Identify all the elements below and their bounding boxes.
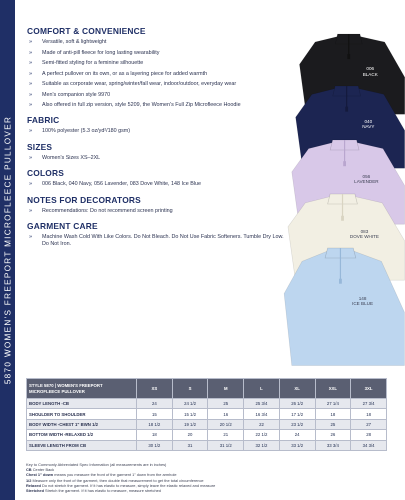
note-key: Relaxed xyxy=(26,482,41,488)
spec-header-style: STYLE 5870 | WOMEN'S FREEPORT MICROFLEECE PULLOVER xyxy=(27,379,137,399)
garment-color-code: 148 xyxy=(358,296,367,302)
list-item: » Suitable as corporate wear, spring/winter/fall wear, indoor/outdoor, everyday wear xyxy=(27,81,289,88)
garment-color-name: ICE BLUE xyxy=(352,301,374,307)
spec-cell: 30 1/2 xyxy=(137,440,173,450)
spec-cell: 33 1/2 xyxy=(279,440,315,450)
list-item: » Semi-fitted styling for a feminine silhouette xyxy=(27,60,289,67)
spec-header-size: S xyxy=(172,379,208,399)
table-row xyxy=(27,399,387,409)
list-item: » Men's companion style 9970 xyxy=(27,92,289,99)
section-care xyxy=(27,221,289,249)
note-text: Center Back xyxy=(32,467,55,473)
section-title-fabric: FABRIC xyxy=(27,115,60,126)
spec-cell: 23 1/2 xyxy=(279,419,315,429)
garment-color-name: DOVE WHITE xyxy=(349,234,380,240)
garment-color-name: BLACK xyxy=(362,71,378,77)
spec-cell: 15 xyxy=(137,409,173,419)
spec-header-size: L xyxy=(244,379,280,399)
spec-table xyxy=(26,378,387,451)
spec-header-size: XS xyxy=(137,379,173,399)
spec-cell: 20 1/2 xyxy=(208,419,244,429)
fabric-list xyxy=(27,128,289,135)
list-item: » Also offered in full zip version, style 5209, the Women's Full Zip Microfleece Hoodie xyxy=(27,102,289,109)
garment-photo xyxy=(279,244,405,368)
spec-cell: 33 3/4 xyxy=(315,440,351,450)
garment-photos xyxy=(275,30,405,366)
spec-cell: 17 1/2 xyxy=(279,409,315,419)
note-text: Stretch the garment. If it has elastic to measure, measure stretched xyxy=(45,488,161,494)
list-item: » A perfect pullover on its own, or as a layering piece for added warmth xyxy=(27,71,289,78)
note-key: Stretched xyxy=(26,488,44,494)
spec-cell: 27 1/4 xyxy=(315,399,351,409)
colors-list xyxy=(27,181,289,188)
notes-intro: Key to Commonly Abbreviated Spec Information (all measurements are in inches) xyxy=(26,462,167,467)
spec-cell: 26 xyxy=(315,430,351,440)
spec-row-label: BODY WIDTH -CHEST 1" BWN 1/2 xyxy=(27,419,137,429)
spec-cell: 22 1/2 xyxy=(244,430,280,440)
garment-color-label xyxy=(349,174,383,185)
spec-header-size: XL xyxy=(279,379,315,399)
spec-cell: 15 1/2 xyxy=(172,409,208,419)
spec-cell: 28 xyxy=(351,430,387,440)
section-title-comfort: COMFORT & CONVENIENCE xyxy=(27,26,146,36)
feature-content xyxy=(27,26,289,255)
side-title xyxy=(0,0,15,500)
garment-color-name: NAVY xyxy=(362,124,375,130)
table-row xyxy=(27,409,387,419)
spec-cell: 21 xyxy=(208,430,244,440)
note-key: CB xyxy=(26,467,32,473)
spec-cell: 19 1/2 xyxy=(172,419,208,429)
garment-color-label xyxy=(353,66,387,77)
spec-row-label: SHOULDER TO SHOULDER xyxy=(27,409,137,419)
list-item: » 100% polyester (5.3 oz/yd²/180 gsm) xyxy=(27,128,289,135)
comfort-list xyxy=(27,39,289,109)
spec-cell: 18 xyxy=(351,409,387,419)
garment-color-code: 083 xyxy=(360,228,369,234)
sizes-list xyxy=(27,155,289,162)
spec-cell: 24 xyxy=(279,430,315,440)
garment-color-code: 056 xyxy=(362,173,371,179)
list-item: » 006 Black, 040 Navy, 056 Lavender, 083 Dove White, 148 Ice Blue xyxy=(27,181,289,188)
spec-notes xyxy=(26,462,387,493)
section-title-care: GARMENT CARE xyxy=(27,221,98,232)
spec-cell: 25 3/4 xyxy=(244,399,280,409)
spec-header-size: XXL xyxy=(315,379,351,399)
spec-cell: 18 xyxy=(315,409,351,419)
table-row xyxy=(27,430,387,440)
decorators-list xyxy=(27,208,289,215)
spec-header-row xyxy=(27,379,387,399)
section-fabric xyxy=(27,115,289,135)
garment-color-label xyxy=(347,229,381,240)
note-key: 1/2 xyxy=(26,477,32,483)
spec-cell: 20 xyxy=(172,430,208,440)
spec-cell: 18 1/2 xyxy=(137,419,173,429)
section-title-colors: COLORS xyxy=(27,168,65,179)
garment-color-label xyxy=(351,119,385,130)
spec-row-label: SLEEVE LENGTH FROM CB xyxy=(27,440,137,450)
list-item: » Machine Wash Cold With Like Colors. Do Not Bleach. Do Not Use Fabric Softeners. Tumble Dry Low. Do Not Iron. xyxy=(27,234,289,249)
list-item: » Made of anti-pill fleece for long lasting wearability xyxy=(27,50,289,57)
spec-cell: 27 xyxy=(351,419,387,429)
spec-cell: 32 1/2 xyxy=(244,440,280,450)
note-text: Do not stretch the garment. If it has elastic to measure, simply leave the elastic relaxed and measure xyxy=(42,482,216,488)
spec-cell: 22 xyxy=(244,419,280,429)
table-row xyxy=(27,440,387,450)
list-item: » Recommendations: Do not recommend screen printing xyxy=(27,208,289,215)
note-key: Chest 1" down xyxy=(26,472,54,478)
spec-cell: 16 3/4 xyxy=(244,409,280,419)
spec-cell: 34 3/4 xyxy=(351,440,387,450)
spec-cell: 25 xyxy=(315,419,351,429)
spec-cell: 26 1/2 xyxy=(279,399,315,409)
garment-color-code: 006 xyxy=(366,66,375,72)
spec-cell: 16 xyxy=(208,409,244,419)
table-row xyxy=(27,419,387,429)
spec-cell: 24 1/2 xyxy=(172,399,208,409)
garment-color-code: 040 xyxy=(364,118,373,124)
spec-cell: 24 xyxy=(137,399,173,409)
list-item: » Women's Sizes XS–2XL xyxy=(27,155,289,162)
pullover-shape xyxy=(279,244,405,368)
note-text: Measure only the front of the garment, then double that measurement to get the total circumference xyxy=(32,477,204,483)
spec-header-size: M xyxy=(208,379,244,399)
section-title-decorators: NOTES FOR DECORATORS xyxy=(27,194,141,205)
garment-color-label xyxy=(346,296,380,307)
spec-cell: 31 xyxy=(172,440,208,450)
section-title-sizes: SIZES xyxy=(27,141,53,152)
section-sizes xyxy=(27,142,289,162)
section-comfort xyxy=(27,26,289,109)
section-colors xyxy=(27,168,289,188)
spec-row-label: BODY LENGTH -CB xyxy=(27,399,137,409)
care-list xyxy=(27,234,289,249)
spec-row-label: BOTTOM WIDTH -RELAXED 1/2 xyxy=(27,430,137,440)
list-item: » Versatile, soft & lightweight xyxy=(27,39,289,46)
spec-cell: 27 3/4 xyxy=(351,399,387,409)
garment-color-name: LAVENDER xyxy=(354,179,379,185)
note-line xyxy=(26,488,387,493)
spec-cell: 31 1/2 xyxy=(208,440,244,450)
note-text: means you measure the front of the garment 1" down from the armhole xyxy=(54,472,177,478)
spec-cell: 25 xyxy=(208,399,244,409)
section-decorators xyxy=(27,195,289,215)
spec-header-size: 3XL xyxy=(351,379,387,399)
spec-cell: 18 xyxy=(137,430,173,440)
side-title-text: 5870 WOMEN'S FREEPORT MICROFLEECE PULLOVER xyxy=(3,115,12,385)
